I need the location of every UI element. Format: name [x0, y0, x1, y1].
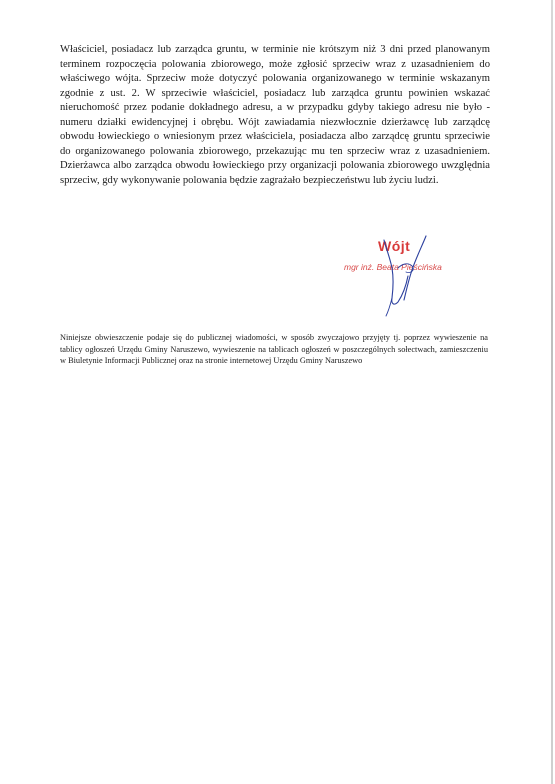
handwritten-signature-icon — [336, 228, 466, 318]
signature-stamp — [336, 228, 466, 318]
objection-procedure-paragraph: Właściciel, posiadacz lub zarządca gruntu, w terminie nie krótszym niż 3 dni przed planowanym terminem rozpoczęcia polowania zbiorowego, może zgłosić sprzeciw wraz z uzasadnieniem do właściwego wójta. Sprzeciw może dotyczyć polowania organizowanego w terminie wskazanym zgodnie z ust. 2. W sprzeciwie właściciel, posiadacz lub zarządca gruntu powinien wskazać nieruchomość przez podanie dokładnego adresu, a w przypadku gdyby takiego adresu nie było - numeru działki ewidencyjnej i obrębu. Wójt zawiadamia niezwłocznie dzierżawcę lub zarządcę obwodu łowieckiego o wniesionym przez właściciela, posiadacza albo zarządcę gruntu sprzeciwie do organizowanego polowania zbiorowego, przekazując mu ten sprzeciw wraz z uzasadnieniem. Dzierżawca albo zarządca obwodu łowieckiego przy organizacji polowania zbiorowego uwzględnia sprzeciw, gdy wykonywanie polowania będzie zagrażało bezpieczeństwu lub życiu ludzi. — [60, 44, 490, 186]
scan-edge-shadow — [551, 0, 553, 784]
stamp-title: Wójt — [378, 238, 411, 254]
publication-notice-paragraph: Niniejsze obwieszczenie podaje się do publicznej wiadomości, w sposób zwyczajowo przyjęty tj. poprzez wywieszenie na tablicy ogłoszeń Urzędu Gminy Naruszewo, wywieszenie na tablicach ogłoszeń w poszczególnych sołectwach, zamieszczeniu w Biuletynie Informacji Publicznej oraz na stronie internetowej Urzędu Gminy Naruszewo — [60, 333, 488, 365]
stamp-name: mgr inż. Beata Pieścińska — [344, 262, 442, 272]
